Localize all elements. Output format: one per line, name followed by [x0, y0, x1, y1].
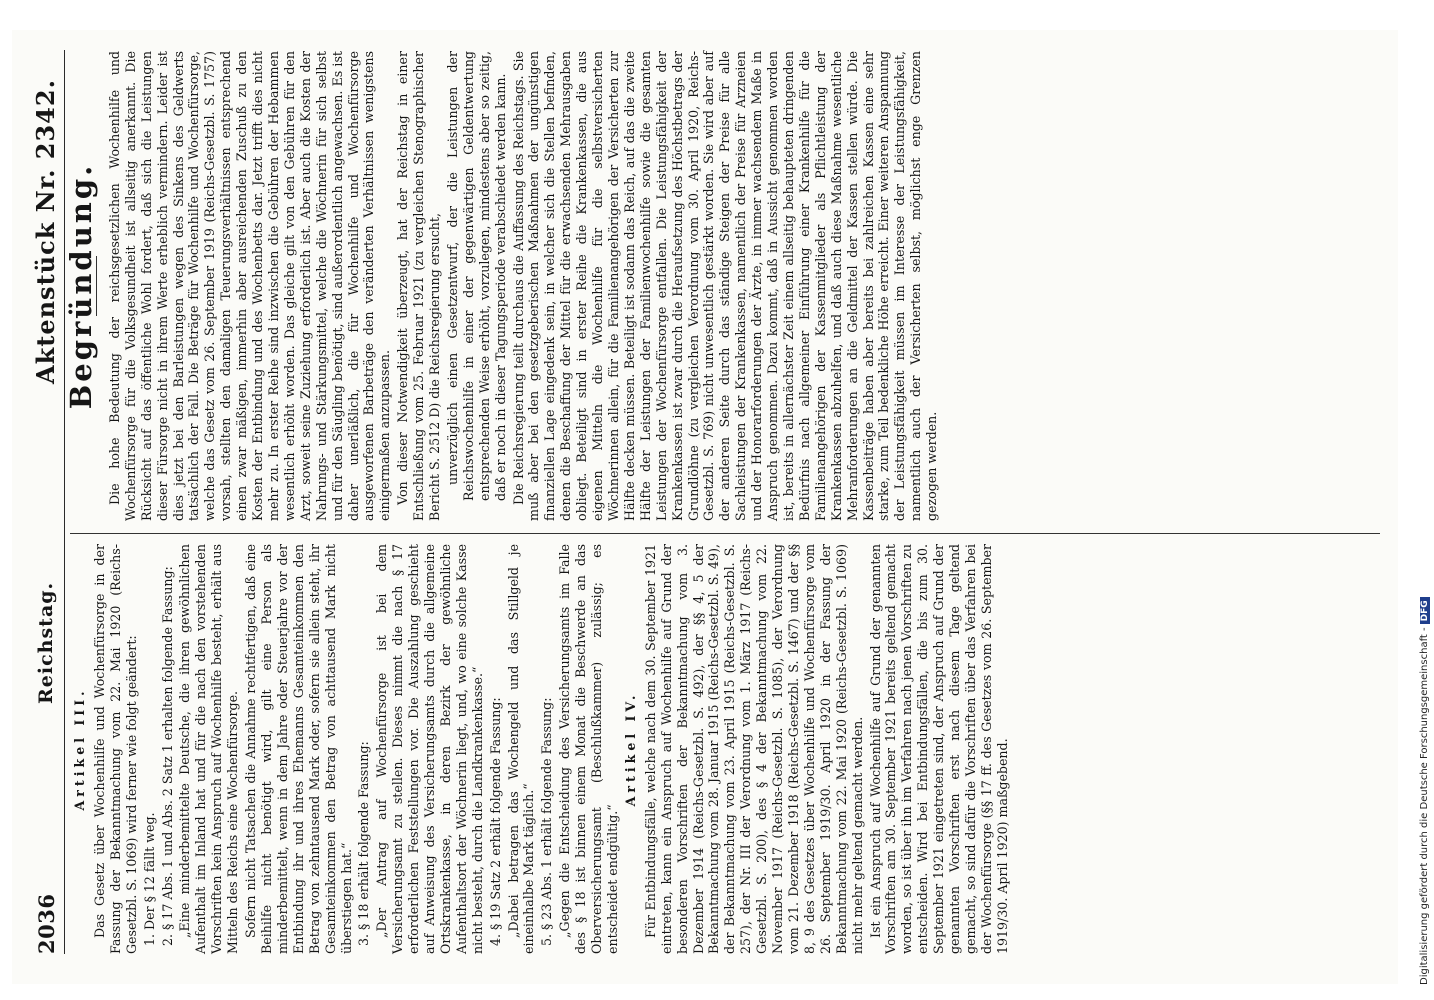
article-3-intro: Das Gesetz über Wochenhilfe und Wochenfürsorge in der Fassung der Bekanntmachung vom 22. Mai 1920 (Reichs-Gesetzbl. S. 1069) wird ferner wie folgt geändert:	[91, 544, 139, 954]
article-3-title: Artikel III.	[72, 687, 87, 811]
item-4-quote: „Dabei betragen das Wochengeld und das Stillgeld je eineinhalbe Mark täglich.“	[505, 544, 537, 954]
page-header	[30, 50, 65, 954]
item-5-quote: „Gegen die Entscheidung des Versicherungsamts im Falle des § 18 ist binnen einem Monat die Beschwerde an das Oberversicherungsamt (Beschlußkammer) zulässig; es entscheidet endgültig.“	[557, 544, 620, 954]
article-4-paragraph-2: Ist ein Anspruch auf Wochenhilfe auf Grund der genannten Vorschriften am 30. September 1921 bereits geltend gemacht worden, so ist über ihn im Verfahren nach jenen Vorschriften zu entscheiden. Wird bei Entbindungsfällen, die bis zum 30. September 1921 eingetreten sind, der Anspruch auf Grund der genannten Vorschriften erst nach diesem Tage geltend gemacht, so sind dafür die Vorschriften über das Verfahren bei der Wochenfürsorge (§§ 17 ff. des Gesetzes vom 26. September 1919/30. April 1920) maßgebend.	[867, 544, 1010, 954]
column-divider	[70, 533, 1380, 534]
right-column	[64, 51, 1382, 521]
section-title: Begründung.	[64, 162, 98, 410]
reasoning-paragraph-3: Die Reichsregierung teilt durchaus die Auffassung des Reichstags. Sie muß aber bei den gesetzgeberischen Maßnahmen der ungünstigen finanziellen Lage eingedenk sein, in welcher sich die Stellen befinden, denen die Beschaffung der Mittel für die erwachsenden Mehrausgaben obliegt. Beteiligt sind in erster Reihe die Krankenkassen, die aus eigenen Mitteln die Wochenhilfe für die selbstversicherten Wöchnerinnen allein, für die Familienangehörigen der Versicherten zur Hälfte decken müssen. Beteiligt ist sodann das Reich, auf das die zweite Hälfte der Leistungen der Familienwochenhilfe sowie die gesamten Leistungen der Wochenfürsorge entfallen. Die Leistungsfähigkeit der Krankenkassen ist zwar durch die Heraufsetzung des Höchstbetrags der Grundlöhne (zu vergleichen Verordnung vom 30. April 1920, Reichs-Gesetzbl. S. 769) nicht unwesentlich gestärkt worden. Sie wird aber auf der anderen Seite durch das ständige Steigen der Preise für alle Sachleistungen der Krankenkassen, namentlich der Preise für Arzneien und der Honorarforderungen der Ärzte, in immer wachsendem Maße in Anspruch genommen. Dazu kommt, daß in Aussicht genommen worden ist, bereits in allernächster Zeit einem allseitig behaupteten dringenden Bedürfnis nach allgemeiner Einführung einer Krankenhilfe für die Familienangehörigen der Kassenmitglieder als Pflichtleistung der Krankenkassen abzuhelfen, und daß auch diese Maßnahme wesentliche Mehranforderungen an die Geldmittel der Kassen stellen würde. Die Kassenbeiträge haben aber bereits bei zahlreichen Kassen eine sehr starke, zum Teil bedenkliche Höhe erreicht. Einer weiteren Anspannung der Leistungsfähigkeit müssen im Interesse der Leistungsfähigkeit, namentlich auch der Versicherten selbst, möglichst enge Grenzen gezogen werden.	[510, 51, 940, 521]
article-3-item-2: 2. § 17 Abs. 1 und Abs. 2 Satz 1 erhalten folgende Fassung:	[159, 566, 175, 946]
left-column	[70, 544, 1382, 954]
item-2-quote-2: Sofern nicht Tatsachen die Annahme rechtfertigen, daß eine Beihilfe nicht benötigt wird, gilt eine Person als minderbemittelt, wenn in dem Jahre oder Steuerjahre vor der Entbindung ihr und ihres Ehemanns Gesamteinkommen den Betrag von zehntausend Mark oder, sofern sie allein steht, ihr Gesamteinkommen den Betrag von achttausend Mark nicht überstiegen hat.“	[243, 544, 354, 954]
header-title: Reichstag.	[35, 581, 57, 704]
article-4-paragraph-1: Für Entbindungsfälle, welche nach dem 30. September 1921 eintreten, kann ein Anspruch auf Wochenhilfe auf Grund der besonderen Vorschriften der Bekanntmachung vom 3. Dezember 1914 (Reichs-Gesetzbl. S. 492), der §§ 4, 5 der Bekanntmachung vom 28. Januar 1915 (Reichs-Gesetzbl. S. 49), der Bekanntmachung vom 23. April 1915 (Reichs-Gesetzbl. S. 257), der Nr. III der Verordnung vom 1. März 1917 (Reichs-Gesetzbl. S. 200), des § 4 der Bekanntmachung vom 22. November 1917 (Reichs-Gesetzbl. S. 1085), der Verordnung vom 21. Dezember 1918 (Reichs-Gesetzbl. S. 1467) und der §§ 8, 9 des Gesetzes über Wochenhilfe und Wochenfürsorge vom 26. September 1919/30. April 1920 in der Fassung der Bekanntmachung vom 22. Mai 1920 (Reichs-Gesetzbl. S. 1069) nicht mehr geltend gemacht werden.	[642, 544, 865, 954]
reichstag-request-quote: unverzüglich einen Gesetzentwurf, der die Leistungen der Reichswochenhilfe in einer der gegenwärtigen Geldentwertung entsprechenden Weise erhöht, vorzulegen, mindestens aber so zeitig, daß er noch in dieser Tagungsperiode verabschiedet werden kann.	[444, 51, 508, 501]
document-page	[12, 30, 1398, 984]
article-3-item-1: 1. Der § 12 fällt weg.	[141, 812, 157, 946]
article-4-title: Artikel IV.	[622, 691, 638, 807]
article-3-item-4: 4. § 19 Satz 2 erhält folgende Fassung:	[487, 697, 503, 946]
reasoning-paragraph-1: Die hohe Bedeutung der reichsgesetzlichen Wochenhilfe und Wochenfürsorge für die Volksgesundheit ist allseitig anerkannt. Die Rücksicht auf das öffentliche Wohl fordert, daß sich die Leistungen dieser Fürsorge nicht in ihrem Werte erheblich vermindern. Leider ist dies jetzt bei den Barleistungen wegen des Sinkens des Geldwerts tatsächlich der Fall. Die Beträge für Wochenhilfe und Wochenfürsorge, welche das Gesetz vom 26. September 1919 (Reichs-Gesetzbl. S. 1757) vorsah, stellten den damaligen Teuerungsverhältnissen entsprechend einen zwar mäßigen, immerhin aber ausreichenden Zuschuß zu den Kosten der Entbindung und des Wochenbetts dar. Jetzt trifft dies nicht mehr zu. In erster Reihe sind inzwischen die Gebühren der Hebammen wesentlich erhöht worden. Das gleiche gilt von den Gebühren für den Arzt, soweit seine Zuziehung erforderlich ist. Aber auch die Kosten der Nahrungs- und Stärkungsmittel, welche die Wöchnerin für sich selbst und für den Säugling benötigt, sind außerordentlich angewachsen. Es ist daher unerläßlich, die für Wochenhilfe und Wochenfürsorge ausgeworfenen Barbeträge den veränderten Verhältnissen wenigstens einigermaßen anzupassen.	[106, 51, 393, 521]
document-number: Aktenstück Nr. 2342.	[31, 79, 60, 384]
article-3-item-3: 3. § 18 erhält folgende Fassung:	[356, 741, 372, 946]
item-2-quote-1: „Eine minderbemittelte Deutsche, die ihren gewöhnlichen Aufenthalt im Inland hat und für die nach den vorstehenden Vorschriften kein Anspruch auf Wochenhilfe besteht, erhält aus Mitteln des Reichs eine Wochenfürsorge.	[177, 544, 241, 954]
dfg-logo-badge: DFG	[1420, 597, 1430, 624]
reasoning-paragraph-2: Von dieser Notwendigkeit überzeugt, hat der Reichstag in einer Entschließung vom 25. Februar 1921 (zu vergleichen Stenographischer Bericht S. 2512 D) die Reichsregierung ersucht,	[395, 51, 443, 521]
item-3-quote: „Der Antrag auf Wochenfürsorge ist bei dem Versicherungsamt zu stellen. Dieses nimmt die nach § 17 erforderlichen Feststellungen vor. Die Auszahlung geschieht auf Anweisung des Versicherungsamts durch die allgemeine Ortskrankenkasse, in deren Bezirk der gewöhnliche Aufenthaltsort der Wöchnerin liegt, und, wo eine solche Kasse nicht besteht, durch die Landkrankenkasse.“	[374, 544, 485, 954]
article-3-item-5: 5. § 23 Abs. 1 erhält folgende Fassung:	[539, 697, 555, 946]
digitization-note	[1418, 10, 1432, 985]
page-number: 2036	[34, 893, 59, 954]
digitization-note-text: Digitalisierung gefördert durch die Deutsche Forschungsgemeinschaft -	[1419, 627, 1430, 985]
